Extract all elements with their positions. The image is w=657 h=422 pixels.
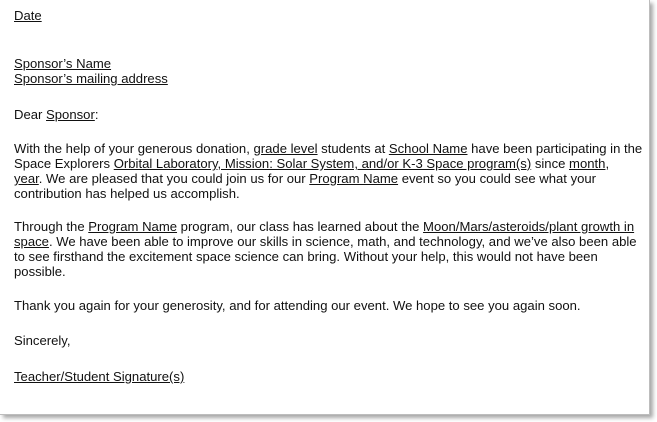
grade-level-placeholder: grade level (253, 141, 318, 156)
text: event so you could see what your (398, 171, 597, 186)
paragraph3: Thank you again for your generosity, and for attending our event. We hope to see you again soon. (14, 298, 581, 313)
text: program, our class has learned about the (177, 219, 424, 234)
paragraph2-line4: possible. (14, 264, 66, 279)
text: have been participating in the (467, 141, 643, 156)
paragraph2-line3: to see firsthand the excitement space science can bring. Without your help, this would not have been (14, 249, 598, 264)
paragraph1-line3 (14, 171, 596, 187)
text: With the help of your generous donation, (14, 141, 254, 156)
text: , (605, 156, 610, 171)
programs-placeholder: Orbital Laboratory, Mission: Solar System, and/or K-3 Space program(s) (113, 156, 532, 171)
closing: Sincerely, (14, 333, 71, 348)
salutation-sponsor-placeholder: Sponsor (46, 107, 95, 122)
signature-placeholder: Teacher/Student Signature(s) (14, 369, 185, 384)
text: since (531, 156, 570, 171)
paragraph1-line4: contribution has helped us accomplish. (14, 186, 240, 201)
topic-placeholder-cont: space (14, 234, 49, 249)
sponsor-address-placeholder: Sponsor’s mailing address (14, 71, 168, 86)
text: Through the (14, 219, 89, 234)
text: . We are pleased that you could join us for our (38, 171, 310, 186)
school-name-placeholder: School Name (388, 141, 468, 156)
salutation-dear: Dear (14, 107, 47, 122)
text: Space Explorers (14, 156, 114, 171)
date-placeholder: Date (14, 8, 42, 23)
month-placeholder: month (569, 156, 606, 171)
paragraph1-line2 (14, 156, 609, 172)
salutation (14, 107, 98, 123)
topic-placeholder: Moon/Mars/asteroids/plant growth in (423, 219, 635, 234)
paragraph1-line1 (14, 141, 642, 157)
paragraph2-line2 (14, 234, 637, 250)
program-name-placeholder: Program Name (309, 171, 399, 186)
year-placeholder: year (14, 171, 39, 186)
program-name-placeholder: Program Name (88, 219, 178, 234)
sponsor-name-placeholder: Sponsor’s Name (14, 56, 112, 71)
text: . We have been able to improve our skills in science, math, and technology, and we’ve also been able (48, 234, 637, 249)
paragraph2-line1 (14, 219, 634, 235)
text: students at (317, 141, 389, 156)
salutation-colon: : (94, 107, 99, 122)
